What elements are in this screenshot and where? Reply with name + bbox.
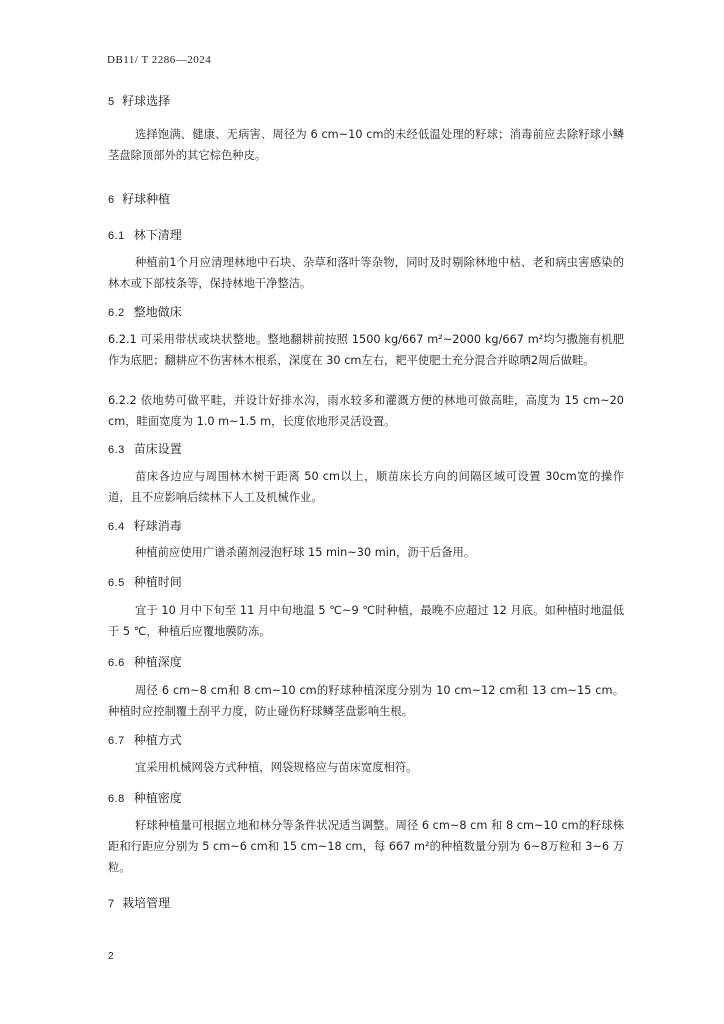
- section-title: 种植密度: [133, 791, 182, 805]
- section-6-1-paragraph: 种植前1个月应清理林地中石块、杂草和落叶等杂物，同时及时剔除林地中枯、老和病虫害感染的林木或下部枝条等，保持林地干净整洁。: [108, 256, 624, 290]
- section-number: 6.6: [108, 657, 125, 669]
- section-title: 籽球选择: [122, 94, 171, 108]
- section-6-5-paragraph: 宜于 10 月中下旬至 11 月中旬地温 5 ℃~9 ℃时种植，最晚不应超过 12 月底。如种植时地温低于 5 ℃，种植后应覆地膜防冻。: [108, 604, 624, 638]
- section-7-heading: [108, 894, 170, 911]
- section-6-6-paragraph: 周径 6 cm~8 cm和 8 cm~10 cm的籽球种植深度分别为 10 cm~12 cm和 13 cm~15 cm。种植时应控制覆土刮平力度，防止碰伤籽球鳞茎盘影响生根。: [108, 684, 624, 718]
- section-5-heading: [108, 92, 170, 109]
- section-title: 种植深度: [133, 655, 182, 669]
- section-number: 6.8: [108, 793, 125, 805]
- section-number: 6: [108, 194, 115, 206]
- section-5-paragraph: 选择饱满、健康、无病害、周径为 6 cm~10 cm的未经低温处理的籽球；消毒前应去除籽球小鳞茎盘除顶部外的其它棕色种皮。: [108, 128, 624, 162]
- section-6-6-heading: [108, 653, 182, 670]
- section-6-5-heading: [108, 573, 182, 590]
- section-title: 整地做床: [133, 305, 182, 319]
- clause-6-2-1: 6.2.1 可采用带状或块状整地。整地翻耕前按照 1500 kg/667 m²~2000 kg/667 m²均匀撒施有机肥作为底肥；翻耕应不伤害林木根系，深度在 30 cm左右，耙平使肥土充分混合并晾晒2周后做畦。: [108, 333, 624, 367]
- section-title: 种植方式: [133, 733, 182, 747]
- section-number: 6.5: [108, 577, 125, 589]
- section-title: 林下清理: [133, 228, 182, 242]
- section-6-4-heading: [108, 517, 182, 534]
- section-number: 6.1: [108, 230, 125, 242]
- section-title: 籽球消毒: [133, 519, 182, 533]
- section-6-7-paragraph: 宜采用机械网袋方式种植，网袋规格应与苗床宽度相符。: [135, 761, 418, 774]
- standard-code: DB11/ T 2286—2024: [107, 54, 212, 66]
- section-6-7-heading: [108, 731, 182, 748]
- section-6-3-paragraph: 苗床各边应与周围林木树干距离 50 cm以上，顺苗床长方向的间隔区域可设置 30cm宽的操作道，且不应影响后续林下人工及机械作业。: [108, 470, 624, 504]
- section-number: 6.2: [108, 307, 125, 319]
- section-number: 5: [108, 96, 115, 108]
- section-6-3-heading: [108, 440, 182, 457]
- section-number: 6.4: [108, 521, 125, 533]
- page-number: 2: [108, 951, 114, 962]
- section-6-heading: [108, 190, 170, 207]
- section-6-4-paragraph: 种植前应使用广谱杀菌剂浸泡籽球 15 min~30 min，沥干后备用。: [135, 546, 476, 559]
- section-title: 栽培管理: [122, 896, 171, 910]
- section-title: 种植时间: [133, 575, 182, 589]
- section-6-8-paragraph: 籽球种植量可根据立地和林分等条件状况适当调整。周径 6 cm~8 cm 和 8 cm~10 cm的籽球株距和行距应分别为 5 cm~6 cm和 15 cm~18 cm，每 667 m²的种植数量分别为 6~8万粒和 3~6 万粒。: [108, 819, 624, 874]
- section-number: 6.7: [108, 735, 125, 747]
- clause-6-2-2: 6.2.2 依地势可做平畦，并设计好排水沟，雨水较多和灌溉方便的林地可做高畦，高度为 15 cm~20 cm，畦面宽度为 1.0 m~1.5 m，长度依地形灵活设置。: [108, 394, 624, 428]
- section-number: 7: [108, 898, 115, 910]
- section-title: 苗床设置: [133, 442, 182, 456]
- section-number: 6.3: [108, 444, 125, 456]
- section-6-2-heading: [108, 303, 182, 320]
- section-title: 籽球种植: [122, 192, 171, 206]
- section-6-8-heading: [108, 789, 182, 806]
- section-6-1-heading: [108, 226, 182, 243]
